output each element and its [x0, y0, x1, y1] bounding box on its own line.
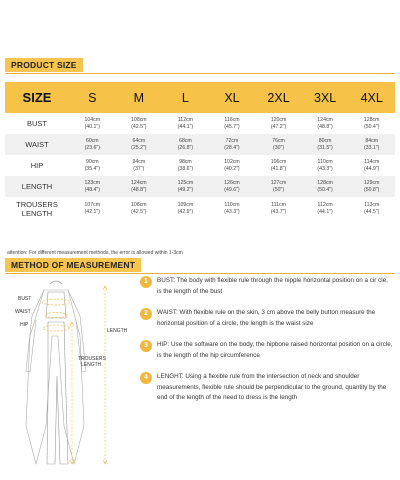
figure-label-length: LENGTH [107, 328, 128, 334]
table-row [5, 113, 395, 134]
size-header-3xl: 3XL [302, 82, 349, 113]
table-cell [69, 155, 116, 176]
table-cell [209, 113, 256, 134]
cell-cm: 109cm [177, 201, 194, 208]
cell-cm: 108cm [131, 116, 147, 123]
method-divider [5, 273, 395, 274]
cell-inch: (42.9") [177, 208, 194, 215]
cell-cm: 123cm [84, 179, 101, 186]
row-label-line: LENGTH [21, 182, 53, 191]
cell-inch: (43.7") [270, 208, 287, 215]
cell-cm: 60cm [85, 137, 99, 144]
cell-inch: (43.3") [224, 208, 240, 215]
step-number-badge: 1 [140, 276, 152, 288]
size-header-l: L [162, 82, 209, 113]
cell-cm: 98cm [179, 158, 192, 165]
cell-cm: 124cm [317, 116, 333, 123]
cell-cm: 64cm [132, 137, 146, 144]
cell-inch: (25.2") [131, 144, 147, 151]
step-text: LENGHT: Using a flexible rule from the intersection of neck and shoulder measurements, flexible rule should be perpendicular to the ground, quantity by the end of the length of the need to dress is the length [157, 373, 387, 401]
cell-inch: (42.1") [84, 208, 100, 215]
cell-inch: (44.9") [363, 165, 380, 172]
table-cell [209, 176, 256, 197]
cell-cm: 110cm [317, 158, 333, 165]
cell-inch: (40.2") [224, 165, 240, 172]
row-label-line: BUST [26, 119, 47, 128]
cell-cm: 120cm [270, 116, 287, 123]
cell-cm: 90cm [85, 158, 99, 165]
cell-inch: (30") [272, 144, 285, 151]
table-cell [209, 197, 256, 220]
cell-cm: 111cm [271, 201, 286, 208]
table-cell [209, 155, 256, 176]
cell-inch: (50.4") [363, 123, 380, 130]
step-number-badge: 3 [140, 340, 152, 352]
row-label [5, 176, 69, 197]
row-label-line: LENGTH [21, 208, 53, 218]
cell-cm: 116cm [224, 116, 240, 123]
table-cell [116, 197, 163, 220]
table-cell [255, 113, 302, 134]
table-row [5, 134, 395, 155]
cell-inch: (35.4") [84, 165, 100, 172]
cell-inch: (31.5") [317, 144, 333, 151]
table-cell [209, 134, 256, 155]
table-cell [162, 155, 209, 176]
step-number-badge: 4 [140, 372, 152, 384]
cell-inch: (40.1") [84, 123, 100, 130]
table-cell [302, 113, 349, 134]
table-row [5, 197, 395, 220]
size-header-2xl: 2XL [255, 82, 302, 113]
step-text: WAIST: With flexible rule on the skin, 3 cm above the belly button measure the horizontal position of a circle, the length is the waist size [157, 309, 376, 327]
table-cell [69, 113, 116, 134]
table-cell [255, 155, 302, 176]
cell-inch: (43.3") [317, 165, 333, 172]
table-cell [348, 197, 395, 220]
figure-label-hip: HIP [20, 322, 29, 328]
table-cell [69, 176, 116, 197]
cell-cm: 128cm [317, 179, 333, 186]
cell-cm: 108cm [131, 201, 147, 208]
cell-cm: 106cm [270, 158, 287, 165]
row-label-line: HIP [30, 161, 44, 170]
table-cell [348, 134, 395, 155]
cell-cm: 125cm [177, 179, 194, 186]
cell-inch: (48.8") [317, 123, 333, 130]
table-cell [348, 155, 395, 176]
cell-cm: 80cm [318, 137, 332, 144]
figure-illustration [10, 276, 130, 472]
cell-inch: (23.6") [84, 144, 100, 151]
cell-cm: 127cm [270, 179, 287, 186]
cell-inch: (41.8") [270, 165, 287, 172]
cell-cm: 113cm [364, 201, 380, 208]
table-cell [116, 134, 163, 155]
cell-cm: 114cm [364, 158, 380, 165]
table-cell [302, 176, 349, 197]
figure-label-bust: BUST [18, 296, 32, 302]
size-table [5, 82, 395, 220]
cell-inch: (42.5") [131, 123, 147, 130]
cell-inch: (50.4") [317, 186, 333, 193]
table-row [5, 176, 395, 197]
cell-inch: (26.8") [177, 144, 194, 151]
cell-inch: (49.2") [177, 186, 194, 193]
table-cell [116, 113, 163, 134]
cell-inch: (50") [272, 186, 285, 193]
cell-cm: 68cm [179, 137, 192, 144]
cell-cm: 129cm [363, 179, 380, 186]
cell-inch: (38.6") [177, 165, 194, 172]
row-label-line: TROUSERS [16, 199, 58, 209]
cell-cm: 72cm [225, 137, 239, 144]
table-cell [162, 134, 209, 155]
step-text: HIP: Use the software on the body, the hipbone raised horizontal position on a circle, is the length of the hip circumference [157, 341, 393, 359]
cell-cm: 112cm [317, 201, 333, 208]
method-title: METHOD OF MEASUREMENT [5, 258, 141, 272]
table-cell [255, 134, 302, 155]
table-cell [302, 197, 349, 220]
cell-inch: (28.4") [224, 144, 240, 151]
row-label [5, 113, 69, 134]
table-cell [69, 134, 116, 155]
cell-inch: (49.6") [224, 186, 240, 193]
cell-inch: (44.5") [363, 208, 380, 215]
size-header-corner: SIZE [5, 82, 69, 113]
size-header-m: M [116, 82, 163, 113]
row-label-line: WAIST [25, 140, 49, 149]
cell-cm: 124cm [131, 179, 147, 186]
cell-inch: (48.8") [131, 186, 147, 193]
cell-cm: 126cm [224, 179, 240, 186]
size-header-row [5, 82, 395, 113]
table-row [5, 155, 395, 176]
size-header-4xl: 4XL [348, 82, 395, 113]
cell-inch: (50.8") [363, 186, 380, 193]
table-cell [162, 113, 209, 134]
table-cell [348, 113, 395, 134]
cell-inch: (47.2") [270, 123, 287, 130]
row-label [5, 155, 69, 176]
row-label [5, 134, 69, 155]
cell-cm: 76cm [272, 137, 285, 144]
table-cell [302, 155, 349, 176]
table-cell [255, 176, 302, 197]
cell-inch: (42.5") [131, 208, 147, 215]
table-cell [116, 155, 163, 176]
product-size-title: PRODUCT SIZE [5, 58, 83, 72]
table-cell [162, 197, 209, 220]
cell-inch: (48.4") [84, 186, 100, 193]
size-header-xl: XL [209, 82, 256, 113]
row-label [5, 197, 69, 220]
size-header-s: S [69, 82, 116, 113]
cell-cm: 94cm [132, 158, 146, 165]
cell-inch: (44.1") [317, 208, 333, 215]
measurement-figure [10, 276, 130, 472]
cell-inch: (37") [133, 165, 145, 172]
cell-cm: 107cm [84, 201, 101, 208]
step-number-badge: 2 [140, 308, 152, 320]
step-text: BUST: The body with flexible rule through the nipple horizontal position on a cir cle, is the length of the bust [157, 277, 388, 295]
product-size-divider [5, 73, 395, 74]
cell-cm: 128cm [363, 116, 380, 123]
cell-cm: 112cm [177, 116, 193, 123]
cell-cm: 84cm [365, 137, 379, 144]
cell-cm: 104cm [84, 116, 101, 123]
table-cell [69, 197, 116, 220]
table-cell [116, 176, 163, 197]
table-cell [302, 134, 349, 155]
cell-inch: (44.1") [177, 123, 194, 130]
cell-cm: 110cm [224, 201, 240, 208]
figure-label-waist: WAIST [15, 309, 31, 315]
measurement-note: attention: For different measurement methods, the error is allowed within 1-3cm [7, 250, 183, 256]
cell-inch: (45.7") [224, 123, 240, 130]
cell-inch: (33.1") [363, 144, 380, 151]
table-cell [348, 176, 395, 197]
figure-label-trousers-length: TROUSERS LENGTH [78, 356, 106, 368]
table-cell [255, 197, 302, 220]
cell-cm: 102cm [224, 158, 240, 165]
table-cell [162, 176, 209, 197]
